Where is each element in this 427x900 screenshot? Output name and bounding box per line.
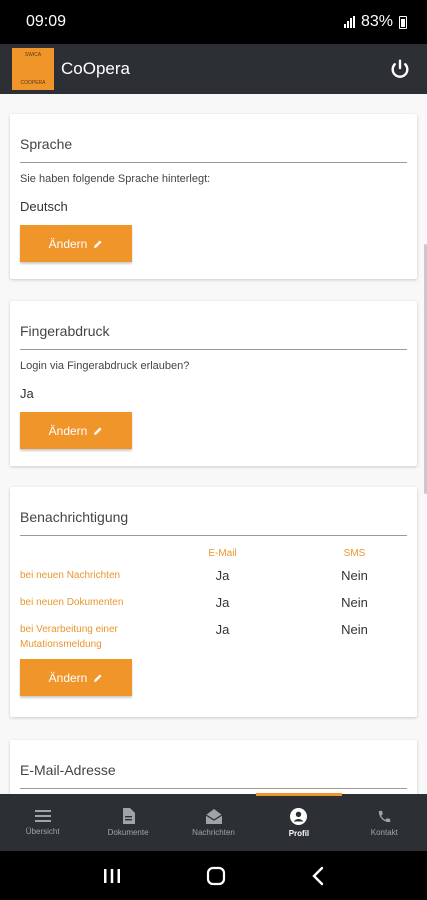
notification-header-row bbox=[20, 548, 407, 559]
status-time: 09:09 bbox=[26, 13, 67, 30]
fingerprint-card bbox=[10, 301, 417, 466]
power-icon bbox=[389, 58, 411, 80]
home-icon[interactable] bbox=[206, 866, 226, 886]
email-card bbox=[10, 740, 417, 794]
change-notifications-button[interactable]: Ändern bbox=[20, 659, 132, 696]
nav-item-overview[interactable]: Übersicht bbox=[0, 794, 85, 851]
pencil-icon bbox=[93, 426, 103, 436]
nav-item-documents[interactable]: Dokumente bbox=[85, 794, 170, 851]
nav-item-messages[interactable]: Nachrichten bbox=[171, 794, 256, 851]
logout-button[interactable] bbox=[385, 54, 415, 84]
change-fingerprint-button[interactable]: Ändern bbox=[20, 412, 132, 449]
notification-row: bei neuen Nachrichten Ja Nein bbox=[20, 568, 368, 583]
notification-row: bei Verarbeitung einer Mutationsmeldung Ja Nein bbox=[20, 622, 368, 650]
pencil-icon bbox=[93, 239, 103, 249]
card-description: Login via Fingerabdruck erlauben? bbox=[20, 360, 190, 372]
nav-item-contact[interactable]: Kontakt bbox=[342, 794, 427, 851]
card-title: Sprache bbox=[20, 114, 407, 163]
card-description: Sie haben folgende Sprache hinterlegt: bbox=[20, 173, 211, 185]
menu-icon bbox=[35, 809, 51, 823]
battery-icon bbox=[399, 16, 407, 29]
bottom-navigation bbox=[0, 794, 427, 851]
card-title: Fingerabdruck bbox=[20, 301, 407, 350]
card-title: E-Mail-Adresse bbox=[20, 740, 407, 789]
mail-icon bbox=[206, 809, 222, 824]
document-icon bbox=[122, 808, 135, 824]
app-title: CoOpera bbox=[61, 59, 130, 78]
nav-item-profile[interactable]: Profil bbox=[256, 794, 341, 851]
language-card bbox=[10, 114, 417, 279]
status-bar bbox=[0, 0, 427, 44]
change-language-button[interactable]: Ändern bbox=[20, 225, 132, 262]
pencil-icon bbox=[93, 673, 103, 683]
system-nav-bar bbox=[0, 851, 427, 900]
profile-icon bbox=[290, 808, 307, 825]
notification-card bbox=[10, 487, 417, 717]
battery-percent: 83% bbox=[360, 13, 393, 30]
notification-row: bei neuen Dokumenten Ja Nein bbox=[20, 595, 368, 610]
profile-content[interactable] bbox=[0, 94, 427, 794]
app-header bbox=[0, 44, 427, 94]
phone-icon bbox=[377, 809, 392, 824]
signal-icon bbox=[344, 16, 355, 28]
sms-column-header: SMS bbox=[343, 548, 366, 559]
card-title: Benachrichtigung bbox=[20, 487, 407, 536]
back-icon[interactable] bbox=[311, 866, 325, 886]
recent-apps-icon[interactable] bbox=[103, 868, 121, 884]
fingerprint-value: Ja bbox=[20, 386, 34, 401]
email-column-header: E-Mail bbox=[208, 548, 237, 559]
status-indicators bbox=[344, 13, 407, 31]
app-logo: SWICA COOPERA bbox=[12, 48, 54, 90]
language-value: Deutsch bbox=[20, 199, 68, 214]
